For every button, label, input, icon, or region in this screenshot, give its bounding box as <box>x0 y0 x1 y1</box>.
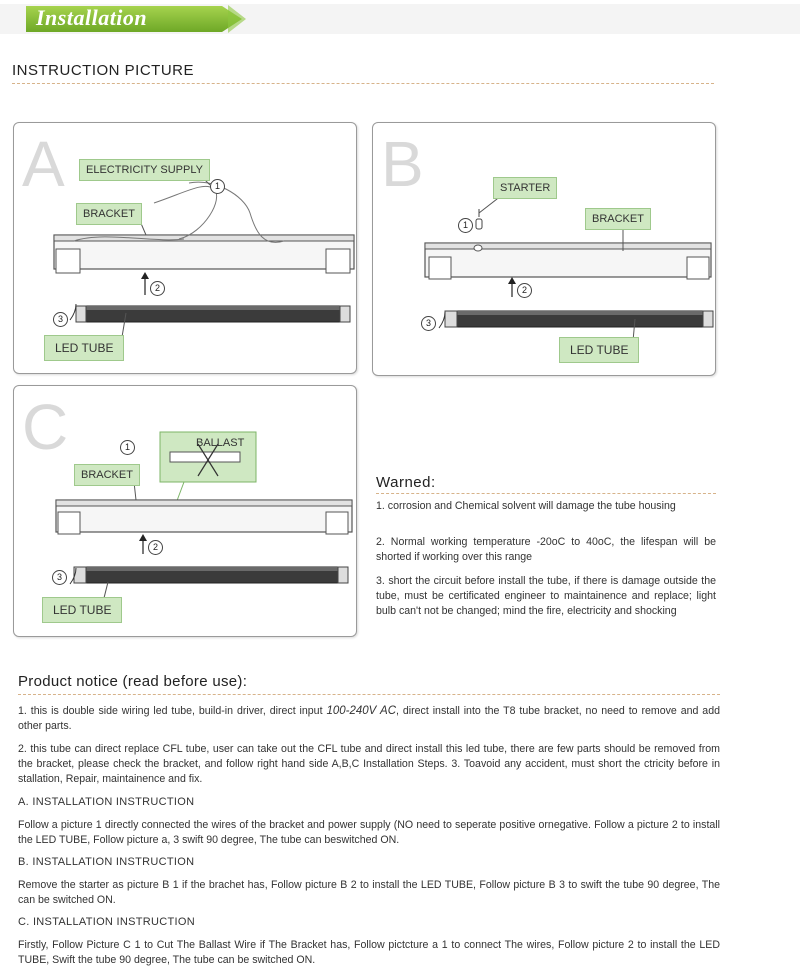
step-2-marker: 2 <box>150 281 165 296</box>
step-1-marker: 1 <box>458 218 473 233</box>
notice-p1-end: , direct install into the T8 tube bracket, no need to remove and add other parts. <box>18 705 720 732</box>
step-3-marker: 3 <box>53 312 68 327</box>
warned-item-3: 3. short the circuit before install the tube, if there is damage outside the tube, must be certificated engineer to maintainence and replace; light bulb can't not be changed; mind the fire, electricity and shocking <box>376 575 716 617</box>
step-1-marker: 1 <box>210 179 225 194</box>
warned-item-1: 1. corrosion and Chemical solvent will damage the tube housing <box>376 500 676 512</box>
bracket-label: BRACKET <box>74 464 140 486</box>
starter-label: STARTER <box>493 177 557 199</box>
notice-paragraph-2: 2. this tube can direct replace CFL tube, user can take out the CFL tube and direct install this led tube, there are few parts should be removed from the bracket, please check the bracket, and follow right hand side A,B,C Installation Steps. 3. Toavoid any accident, must short the ctricity before in stallation, Repair, maintainence and fix. <box>18 743 720 785</box>
instruction-title: INSTRUCTION PICTURE <box>12 62 194 79</box>
notice-paragraph-1 <box>18 704 720 734</box>
installation-banner <box>0 0 800 38</box>
warned-item-2: 2. Normal working temperature -20oC to 40oC, the lifespan will be shorted if working over this range <box>376 536 716 563</box>
instruction-c-text: Firstly, Follow Picture C 1 to Cut The Ballast Wire if The Bracket has, Follow pictcture a 1 to connect The wires, Follow picture 2 to install the LED TUBE, Swift the tube 90 degree, The tube can be switched ON. <box>18 939 720 966</box>
led-tube-label: LED TUBE <box>559 337 639 363</box>
panel-a-letter: A <box>22 128 65 200</box>
led-tube-label: LED TUBE <box>42 597 122 623</box>
notice-divider <box>18 694 720 695</box>
instruction-c-heading: C. INSTALLATION INSTRUCTION <box>18 916 195 928</box>
instruction-b-text: Remove the starter as picture B 1 if the brachet has, Follow picture B 2 to install the LED TUBE, Follow picture B 3 to swift the tube 90 degree, The can be switched ON. <box>18 879 720 906</box>
instruction-b-heading: B. INSTALLATION INSTRUCTION <box>18 856 195 868</box>
step-1-marker: 1 <box>120 440 135 455</box>
panel-b-letter: B <box>381 128 424 200</box>
step-2-marker: 2 <box>517 283 532 298</box>
warned-title: Warned: <box>376 474 436 491</box>
instruction-a-heading: A. INSTALLATION INSTRUCTION <box>18 796 195 808</box>
warned-divider <box>376 493 716 494</box>
step-3-marker: 3 <box>421 316 436 331</box>
panel-b <box>372 122 716 376</box>
divider <box>12 83 714 84</box>
step-2-marker: 2 <box>148 540 163 555</box>
notice-title: Product notice (read before use): <box>18 673 248 690</box>
step-3-marker: 3 <box>52 570 67 585</box>
notice-p1-start: 1. this is double side wiring led tube, build-in driver, direct input <box>18 705 327 717</box>
panel-c <box>13 385 357 637</box>
banner-title: Installation <box>36 5 148 30</box>
bracket-label: BRACKET <box>76 203 142 225</box>
notice-p1-voltage: 100-240V AC <box>326 705 397 717</box>
panel-b-illustration <box>373 123 715 375</box>
led-tube-label: LED TUBE <box>44 335 124 361</box>
panel-a <box>13 122 357 374</box>
bracket-label: BRACKET <box>585 208 651 230</box>
ballast-label: BALLAST <box>196 437 245 449</box>
instruction-a-text: Follow a picture 1 directly connected the wires of the bracket and power supply (NO need to seperate positive ornegative. Follow a picture 2 to install the LED TUBE, Follow picture a, 3 swift 90 degree, The tube can beswitched ON. <box>18 819 720 846</box>
electricity-supply-label: ELECTRICITY SUPPLY <box>79 159 210 181</box>
panel-c-letter: C <box>22 391 69 463</box>
